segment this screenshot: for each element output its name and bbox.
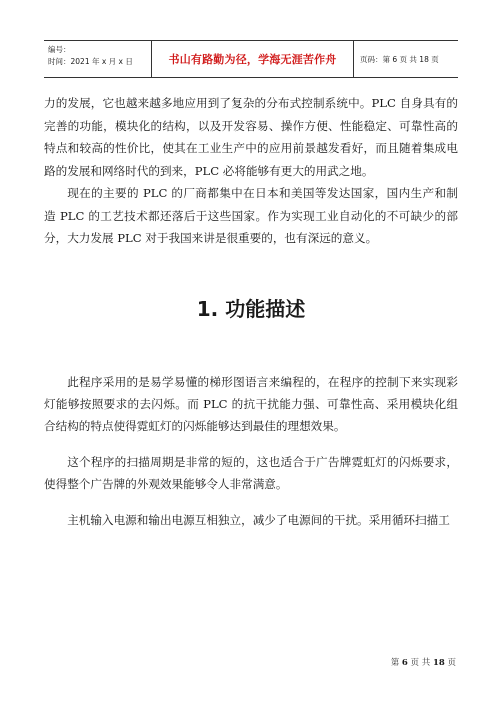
- header-time-label: 时间：2021 年 x 月 x 日: [48, 57, 133, 66]
- section-heading: 1. 功能描述: [196, 296, 306, 321]
- footer-total-pages: 18: [432, 658, 445, 668]
- footer-current-page: 6: [401, 658, 408, 668]
- header-page-info: 页码：第 6 页 共 18 页: [360, 54, 439, 64]
- document-body: [44, 92, 458, 531]
- paragraph-program-description: 此程序采用的是易学易懂的梯形图语言来编程的，在程序的控制下来实现彩灯能够按照要求的去闪烁。而 PLC 的抗干扰能力强、可靠性高、采用模块化组合结构的特点使得霓虹灯的闪烁能够达到最佳的理想效果。: [44, 374, 458, 433]
- footer-middle: 页 共: [410, 658, 431, 668]
- footer-prefix: 第: [390, 658, 400, 668]
- footer-suffix: 页: [447, 658, 456, 668]
- header-code-label: 编号：: [48, 45, 71, 54]
- paragraph-plc-vendors: 现在的主要的 PLC 的厂商都集中在日本和美国等发达国家，国内生产和制造 PLC 的工艺技术都还落后于这些国家。作为实现工业自动化的不可缺少的部分，大力发展 PLC 对于我国来讲是很重要的，也有深远的意义。: [44, 186, 458, 245]
- page-header: [44, 40, 458, 78]
- page-footer: [391, 656, 456, 668]
- paragraph-continued: 力的发展，它也越来越多地应用到了复杂的分布式控制系统中。PLC 自身具有的完善的功能，模块化的结构，以及开发容易、操作方便、性能稳定、可靠性高的特点和较高的性价比，使其在工业生产中的应用前景越发看好，而且随着集成电路的发展和网络时代的到来，PLC 必将能够有更大的用武之地。: [44, 96, 458, 178]
- paragraph-scan-cycle: 这个程序的扫描周期是非常的短的，这也适合于广告牌霓虹灯的闪烁要求，使得整个广告牌的外观效果能够令人非常满意。: [44, 454, 458, 491]
- header-meta: [44, 41, 152, 77]
- header-motto: 书山有路勤为径，学海无涯苦作舟: [152, 41, 354, 77]
- paragraph-power-supply: 主机输入电源和输出电源互相独立，减少了电源间的干扰。采用循环扫描工: [67, 512, 450, 527]
